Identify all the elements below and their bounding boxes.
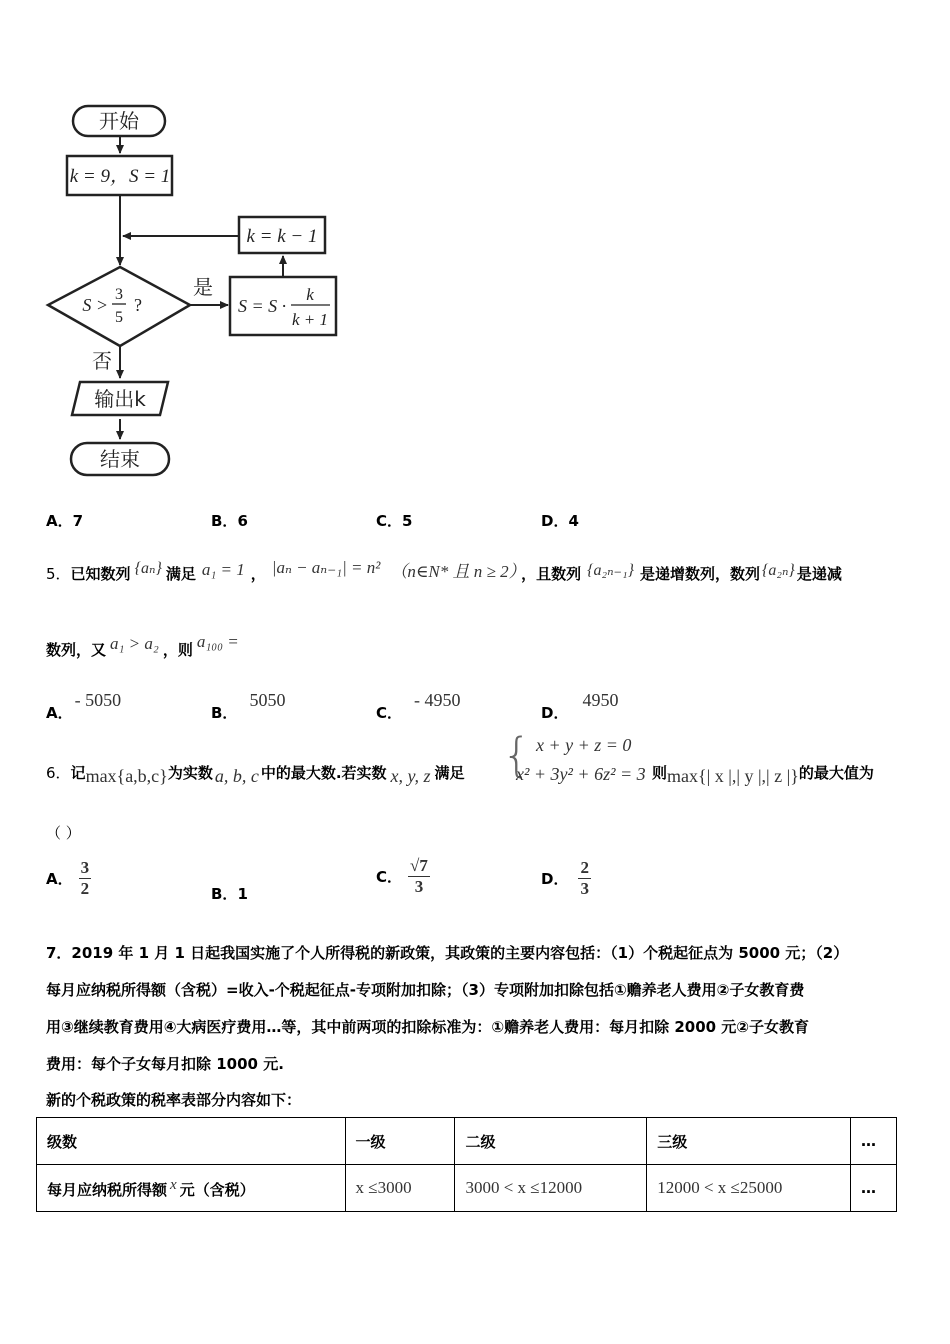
init-label: k = 9，S = 1	[69, 166, 171, 187]
q5-option-c[interactable]: C．- 4950	[376, 690, 461, 722]
q6-number: 6．	[46, 764, 71, 782]
table-header-cell: 级数	[37, 1118, 346, 1165]
table-row-label: 每月应纳税所得额 x 元（含税）	[37, 1165, 346, 1212]
start-label: 开始	[99, 109, 139, 133]
table-header-cell: 一级	[345, 1118, 455, 1165]
flowchart	[40, 95, 350, 485]
q5-math: {aₙ}	[134, 560, 162, 577]
q6-math: x, y, z	[390, 766, 431, 786]
q4-option-a[interactable]: A．7	[46, 512, 84, 530]
update-lhs: S = S ·	[238, 296, 287, 316]
q6-answer-paren: （ ）	[46, 824, 81, 842]
q6-system-brace: {	[502, 728, 532, 782]
q4-option-b[interactable]: B．6	[211, 512, 248, 530]
q5-math: a₁ > a₂	[110, 634, 159, 653]
q6-eq1: x + y + z = 0	[536, 735, 632, 755]
q5-number: 5．	[46, 565, 71, 583]
condition-s: S >	[82, 295, 108, 315]
q7-line: 7．2019 年 1 月 1 日起我国实施了个人所得税的新政策，其政策的主要内容包括：（1）个税起征点为 5000 元；（2）	[46, 944, 849, 962]
no-label: 否	[92, 349, 112, 373]
table-row	[37, 1165, 897, 1212]
q5-option-b[interactable]: B．5050	[211, 690, 286, 722]
q6-option-b[interactable]: B．1	[211, 885, 248, 903]
q5-option-a[interactable]: A．- 5050	[46, 690, 122, 722]
q6-option-d[interactable]: D． $\frac{2}{3}$	[541, 858, 589, 898]
q5-math: （n∈N* 且 n ≥ 2）	[390, 562, 518, 581]
q5-math: |aₙ − aₙ₋₁| = n²	[271, 558, 381, 577]
table-header-cell: …	[850, 1118, 896, 1165]
decrement-label: k = k − 1	[246, 226, 318, 247]
condition-num: 3	[115, 286, 123, 303]
table-cell: 3000 < x ≤12000	[455, 1165, 647, 1212]
q7-line: 费用：每个子女每月扣除 1000 元.	[46, 1055, 284, 1073]
condition-diamond	[48, 267, 190, 346]
table-row	[37, 1118, 897, 1165]
update-den: k + 1	[291, 310, 329, 329]
q5-math: {a₂ₙ₋₁}	[587, 562, 634, 579]
table-cell: x ≤3000	[345, 1165, 455, 1212]
q6-math: max{a,b,c}	[85, 766, 168, 786]
yes-label: 是	[193, 275, 213, 299]
q6-eq2: x² + 3y² + 6z² = 3	[516, 764, 646, 784]
q6-option-c[interactable]: C． $\frac{√7}{3}$	[376, 856, 428, 896]
q6-option-a[interactable]: A． $\frac{3}{2}$	[46, 858, 90, 898]
q5-math: {a₂ₙ}	[761, 562, 795, 579]
q7-line: 用③继续教育费用④大病医疗费用…等，其中前两项的扣除标准为：①赡养老人费用：每月扣除 2000 元②子女教育	[46, 1018, 809, 1036]
q5-math: a₁ = 1	[201, 560, 245, 579]
q5-math: a₁₀₀ =	[196, 632, 239, 651]
q6-math: max{| x |,| y |,| z |}	[667, 766, 799, 786]
q4-option-d[interactable]: D．4	[541, 512, 579, 530]
q4-option-c[interactable]: C．5	[376, 512, 413, 530]
table-header-cell: 二级	[455, 1118, 647, 1165]
q5-option-d[interactable]: D．4950	[541, 690, 619, 722]
q6-math: a, b, c	[214, 766, 259, 786]
table-cell: 12000 < x ≤25000	[647, 1165, 851, 1212]
q7-line: 每月应纳税所得额（含税）=收入-个税起征点-专项附加扣除；（3）专项附加扣除包括①赡养老人费用②子女教育费	[46, 981, 805, 999]
end-label: 结束	[100, 447, 140, 471]
update-num: k	[306, 285, 314, 304]
condition-den: 5	[115, 309, 123, 326]
output-label: 输出k	[94, 387, 146, 411]
tax-rate-table	[36, 1117, 897, 1212]
q7-line: 新的个税政策的税率表部分内容如下：	[46, 1091, 302, 1109]
table-cell: …	[850, 1165, 896, 1212]
table-header-cell: 三级	[647, 1118, 851, 1165]
condition-q: ?	[134, 295, 142, 315]
